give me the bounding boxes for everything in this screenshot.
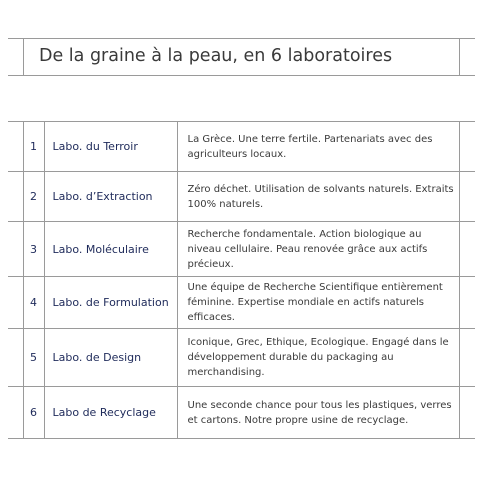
table-row xyxy=(8,329,475,387)
lab-name: Labo. d’Extraction xyxy=(44,172,177,222)
page-title: De la graine à la peau, en 6 laboratoires xyxy=(39,46,393,66)
lab-number: 6 xyxy=(23,387,44,439)
row-edge xyxy=(8,387,23,439)
lab-number: 3 xyxy=(23,222,44,277)
title-banner xyxy=(8,38,475,76)
table-row xyxy=(8,222,475,277)
lab-description: Iconique, Grec, Ethique, Ecologique. Engagé dans le développement durable du packaging au merchandising. xyxy=(177,329,459,387)
row-tail xyxy=(459,387,475,439)
row-edge xyxy=(8,172,23,222)
table-row xyxy=(8,172,475,222)
row-edge xyxy=(8,329,23,387)
lab-name: Labo. Moléculaire xyxy=(44,222,177,277)
row-tail xyxy=(459,122,475,172)
lab-description: Zéro déchet. Utilisation de solvants naturels. Extraits 100% naturels. xyxy=(177,172,459,222)
row-edge xyxy=(8,122,23,172)
row-tail xyxy=(459,329,475,387)
lab-name: Labo. du Terroir xyxy=(44,122,177,172)
lab-number: 1 xyxy=(23,122,44,172)
lab-name: Labo. de Design xyxy=(44,329,177,387)
row-tail xyxy=(459,172,475,222)
row-edge xyxy=(8,222,23,277)
lab-description: Recherche fondamentale. Action biologique au niveau cellulaire. Peau renovée grâce aux actifs précieux. xyxy=(177,222,459,277)
lab-description: La Grèce. Une terre fertile. Partenariats avec des agriculteurs locaux. xyxy=(177,122,459,172)
lab-description: Une seconde chance pour tous les plastiques, verres et cartons. Notre propre usine de recyclage. xyxy=(177,387,459,439)
lab-number: 5 xyxy=(23,329,44,387)
row-tail xyxy=(459,222,475,277)
table-row xyxy=(8,387,475,439)
row-edge xyxy=(8,277,23,329)
table-row xyxy=(8,122,475,172)
lab-name: Labo de Recyclage xyxy=(44,387,177,439)
lab-number: 2 xyxy=(23,172,44,222)
lab-number: 4 xyxy=(23,277,44,329)
title-divider-left xyxy=(23,39,24,75)
table-row xyxy=(8,277,475,329)
lab-name: Labo. de Formulation xyxy=(44,277,177,329)
title-divider-right xyxy=(459,39,460,75)
laboratories-table xyxy=(8,121,475,439)
row-tail xyxy=(459,277,475,329)
lab-description: Une équipe de Recherche Scientifique entièrement féminine. Expertise mondiale en actifs naturels efficaces. xyxy=(177,277,459,329)
